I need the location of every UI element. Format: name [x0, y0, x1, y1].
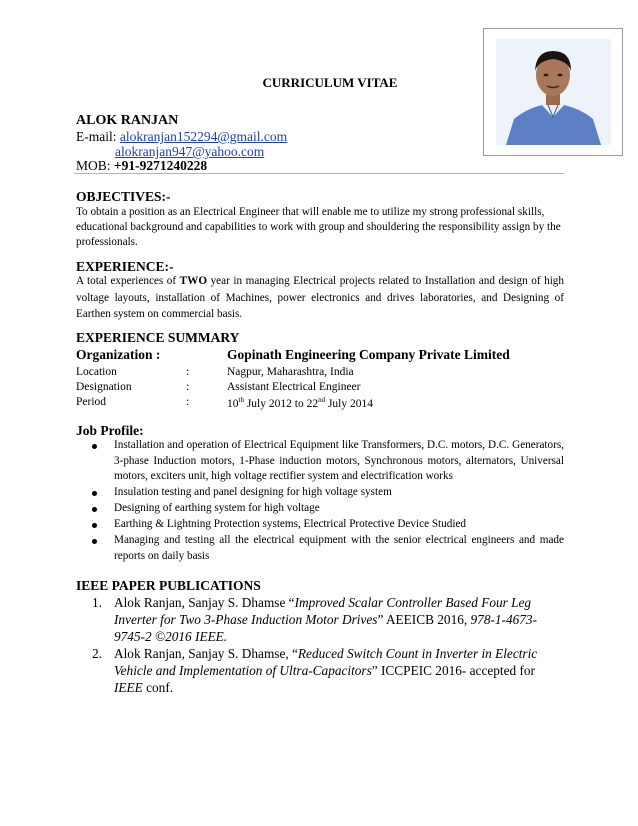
designation-sep: : [186, 381, 190, 393]
publication-isbn: 978-1-4673-9745-2 ©2016 IEEE. [114, 612, 538, 644]
job-profile-heading: Job Profile: [76, 423, 144, 438]
publication-authors: Alok Ranjan, Sanjay S. Dhamse, “ [114, 646, 298, 661]
email-link-secondary[interactable]: alokranjan947@yahoo.com [115, 144, 265, 159]
publication-number: 2. [92, 646, 102, 661]
period-label: Period [76, 396, 107, 408]
period-start-day: 10 [227, 397, 239, 410]
period-end: July 2014 [325, 397, 373, 410]
publication-title: Improved Scalar Controller Based Four Leg Inverter for Two 3-Phase Induction Motor Drives [114, 595, 532, 627]
experience-heading: EXPERIENCE:- [76, 259, 174, 274]
period-value [227, 396, 373, 410]
candidate-name: ALOK RANJAN [76, 113, 179, 128]
experience-years: TWO [179, 275, 208, 287]
designation-label: Designation [76, 381, 132, 393]
organization-label: Organization : [76, 347, 161, 362]
publication-item [76, 645, 564, 696]
list-item-text: Designing of earthing system for high voltage [114, 502, 320, 514]
list-item [76, 517, 564, 533]
list-item [76, 438, 564, 485]
experience-text [76, 273, 564, 323]
list-item [76, 485, 564, 501]
job-profile-list [76, 438, 564, 565]
publication-publisher: IEEE [114, 680, 143, 695]
publication-list [76, 594, 564, 696]
publication-authors: Alok Ranjan, Sanjay S. Dhamse “ [114, 595, 295, 610]
period-middle: July 2012 to 22 [243, 397, 319, 410]
experience-text-part2: year in managing Electrical projects related to Installation and design of high voltage layouts, installation of Machines, power electronics and drives laboratories, and Designing of Earthen system on commercial basis. [76, 275, 564, 320]
contact-divider [74, 173, 564, 174]
publication-number: 1. [92, 595, 102, 610]
list-item [76, 533, 564, 564]
organization-value: Gopinath Engineering Company Private Limited [227, 347, 510, 362]
period-end-suffix: nd [318, 396, 326, 404]
location-label: Location [76, 366, 117, 378]
bullet-dot-icon [92, 507, 97, 512]
location-sep: : [186, 366, 190, 378]
email-label: E-mail: [76, 129, 120, 144]
list-item-text: Managing and testing all the electrical equipment with the senior electrical engineers and made reports on daily basis [114, 534, 564, 562]
email-line [76, 129, 287, 145]
list-item-text: Earthing & Lightning Protection systems, Electrical Protective Device Studied [114, 518, 467, 530]
publication-suffix: conf. [142, 680, 174, 695]
list-item-text: Installation and operation of Electrical Equipment like Transformers, D.C. motors, D.C. Generators, 3-phase Induction motors, 1-Phase induction motors, Synchronous motors, alternators, Universal motors, exciters unit, high voltage rectifier system and electrification works [114, 439, 564, 482]
period-sep: : [186, 396, 190, 408]
period-start-suffix: th [238, 396, 244, 404]
designation-value: Assistant Electrical Engineer [227, 381, 361, 393]
publication-venue: ” AEEICB 2016, [377, 612, 471, 627]
publication-venue: ” ICCPEIC 2016- accepted for [371, 663, 535, 678]
objectives-text: To obtain a position as an Electrical Engineer that will enable me to utilize my strong professional skills, educational background and capabilities to work with group and shouldering the responsibility assign by the professionals. [76, 206, 561, 248]
bullet-dot-icon [92, 539, 97, 544]
experience-summary-heading: EXPERIENCE SUMMARY [76, 330, 240, 345]
publication-title: Reduced Switch Count in Inverter in Electric Vehicle and Implementation of Ultra-Capacitors [114, 646, 538, 678]
email-link-primary[interactable]: alokranjan152294@gmail.com [119, 129, 288, 144]
profile-photo-frame [483, 28, 623, 156]
list-item [76, 501, 564, 517]
mobile-number: +91-9271240228 [113, 158, 208, 173]
list-item-text: Insulation testing and panel designing for high voltage system [114, 486, 392, 498]
location-value: Nagpur, Maharashtra, India [227, 366, 354, 378]
profile-photo [496, 39, 611, 145]
page-title: CURRICULUM VITAE [262, 75, 398, 90]
bullet-dot-icon [92, 491, 97, 496]
bullet-dot-icon [92, 523, 97, 528]
experience-text-part1: A total experiences of [76, 275, 180, 287]
mobile-line [76, 158, 207, 174]
bullet-dot-icon [92, 444, 97, 449]
ieee-heading: IEEE PAPER PUBLICATIONS [76, 578, 261, 593]
publication-item [76, 594, 564, 645]
mobile-label: MOB: [76, 158, 114, 173]
person-photo-icon [496, 39, 611, 145]
objectives-heading: OBJECTIVES:- [76, 189, 171, 204]
